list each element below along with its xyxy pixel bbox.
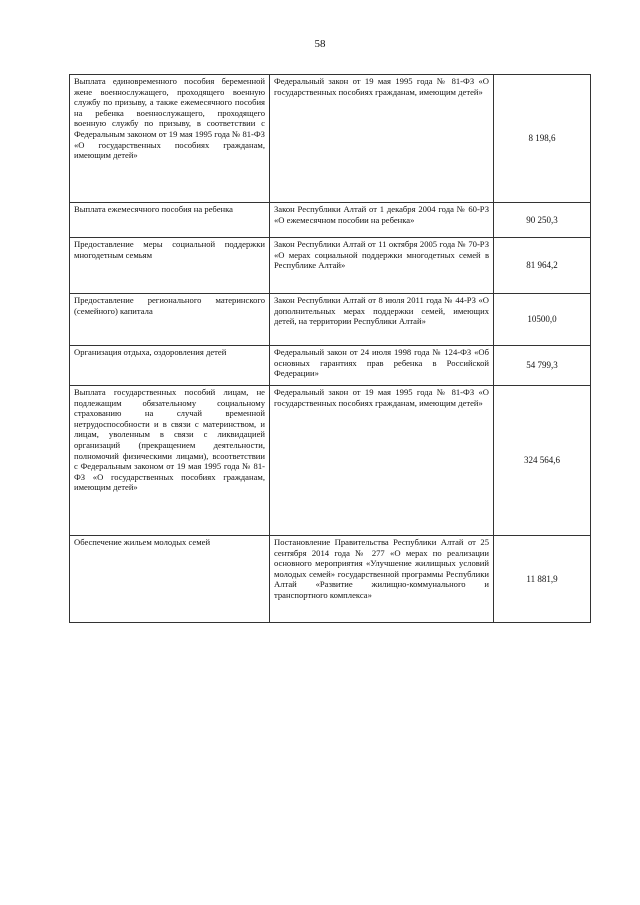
row-basis-cell: Закон Республики Алтай от 11 октября 2005 года № 70-РЗ «О мерах социальной поддержки многодетных семей в Республике Алтай» — [270, 238, 494, 294]
row-basis-cell: Закон Республики Алтай от 1 декабря 2004 года № 60-РЗ «О ежемесячном пособии на ребенка» — [270, 203, 494, 238]
page-number: 58 — [314, 38, 326, 50]
row-basis-cell: Федеральный закон от 24 июля 1998 года № 124-ФЗ «Об основных гарантиях прав ребенка в Российской Федерации» — [270, 346, 494, 386]
row-name-cell: Обеспечение жильем молодых семей — [70, 536, 270, 623]
row-amount-cell: 90 250,3 — [494, 203, 591, 238]
row-name-cell: Выплата ежемесячного пособия на ребенка — [70, 203, 270, 238]
table-row — [70, 346, 591, 386]
table-row — [70, 294, 591, 346]
table-row — [70, 203, 591, 238]
table-row — [70, 238, 591, 294]
row-name-cell: Предоставление меры социальной поддержки многодетным семьям — [70, 238, 270, 294]
table-row — [70, 536, 591, 623]
table-row — [70, 75, 591, 203]
expenditure-table — [69, 74, 591, 623]
row-name-cell: Выплата государственных пособий лицам, не подлежащим обязательному социальному страхованию на случай временной нетрудоспособности и в связи с материнством, и лицам, уволенным в связи с ликвидацией организаций (прекращением деятельности, полномочий физическими лицами), всоответствии с Федеральным законом от 19 мая 1995 года № 81-ФЗ «О государственных пособиях гражданам, имеющим детей» — [70, 386, 270, 536]
row-name-cell: Организация отдыха, оздоровления детей — [70, 346, 270, 386]
row-amount-cell: 81 964,2 — [494, 238, 591, 294]
row-basis-cell: Федеральный закон от 19 мая 1995 года № 81-ФЗ «О государственных пособиях гражданам, имеющим детей» — [270, 75, 494, 203]
row-amount-cell: 54 799,3 — [494, 346, 591, 386]
row-name-cell: Предоставление регионального материнского (семейного) капитала — [70, 294, 270, 346]
row-amount-cell: 324 564,6 — [494, 386, 591, 536]
row-basis-cell: Постановление Правительства Республики Алтай от 25 сентября 2014 года № 277 «О мерах по реализации основного мероприятия «Улучшение жилищных условий молодых семей» государственной программы Республики Алтай «Развитие жилищно-коммунального и транспортного комплекса» — [270, 536, 494, 623]
row-name-cell: Выплата единовременного пособия беременной жене военнослужащего, проходящего военную службу по призыву, а также ежемесячного пособия на ребенка военнослужащего, проходящего военную службу по призыву, в соответствии с Федеральным законом от 19 мая 1995 года № 81-ФЗ «О государственных пособиях гражданам, имеющим детей» — [70, 75, 270, 203]
row-amount-cell: 10500,0 — [494, 294, 591, 346]
row-amount-cell: 11 881,9 — [494, 536, 591, 623]
row-basis-cell: Федеральный закон от 19 мая 1995 года № 81-ФЗ «О государственных пособиях гражданам, имеющим детей» — [270, 386, 494, 536]
row-basis-cell: Закон Республики Алтай от 8 июля 2011 года № 44-РЗ «О дополнительных мерах поддержки семей, имеющих детей, на территории Республики Алтай» — [270, 294, 494, 346]
table-row — [70, 386, 591, 536]
row-amount-cell: 8 198,6 — [494, 75, 591, 203]
